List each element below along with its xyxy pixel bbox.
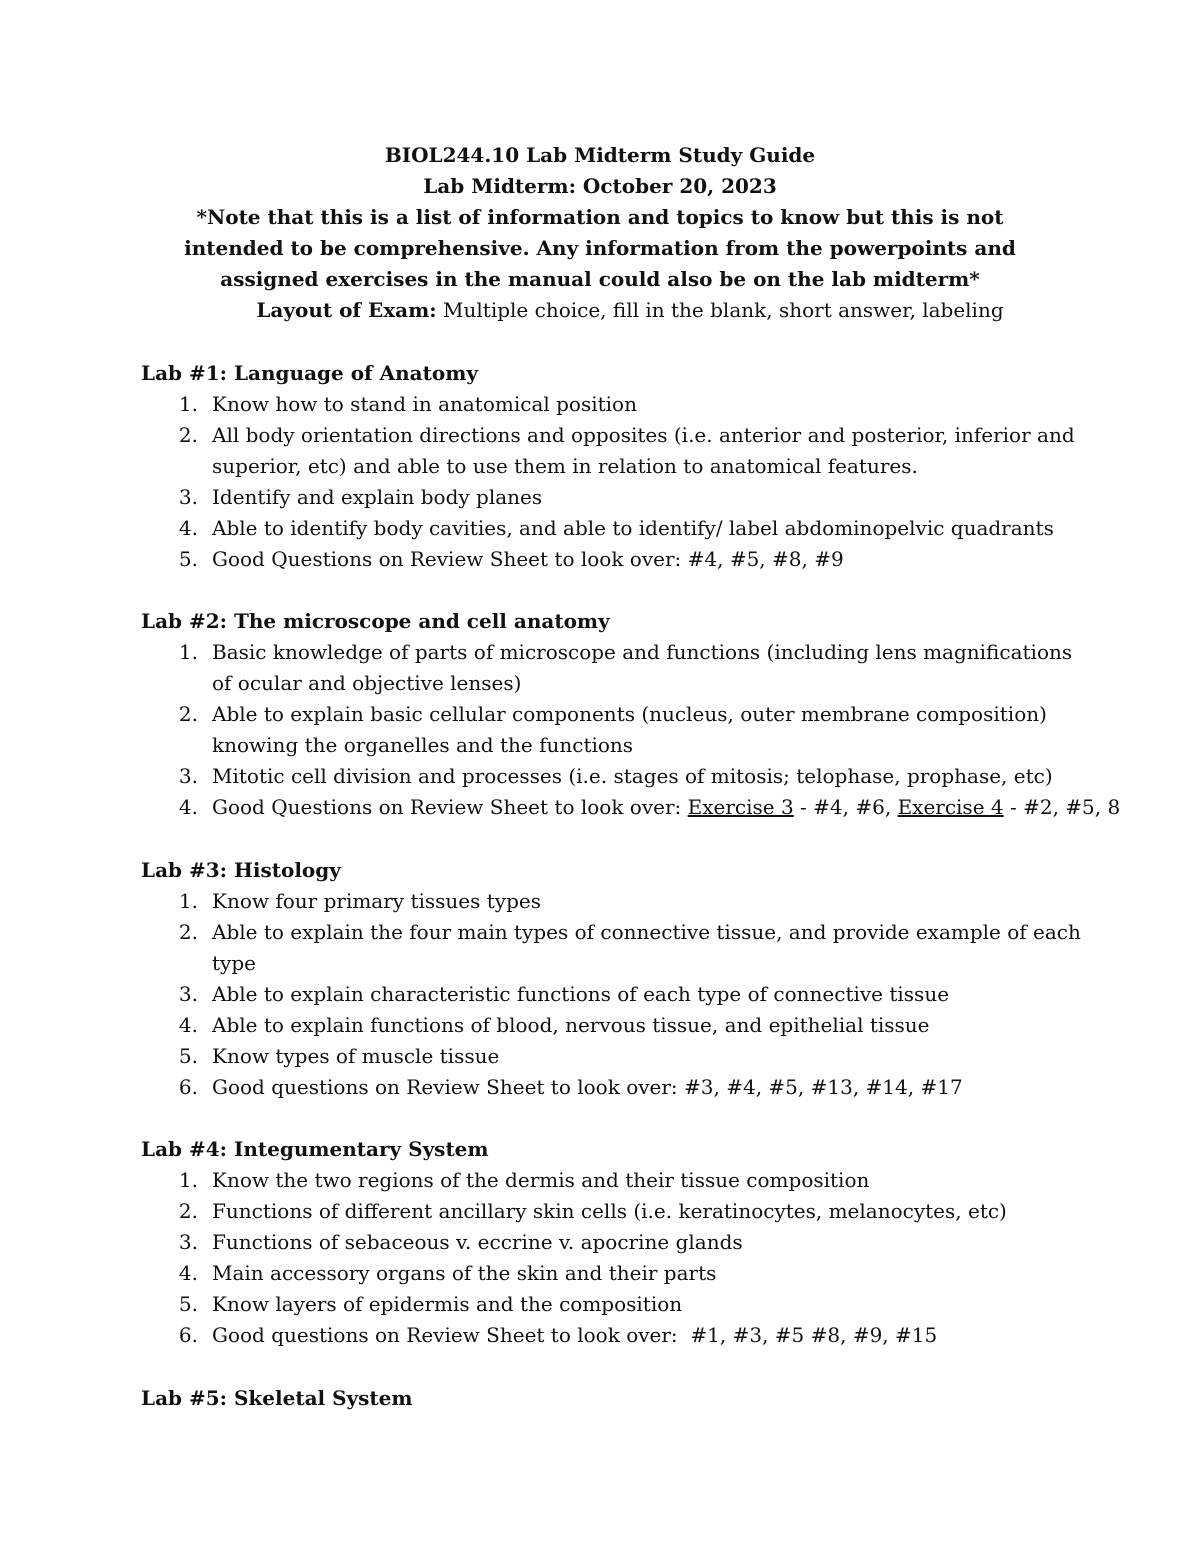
exam-layout-value: Multiple choice, fill in the blank, short answer, labeling [436, 298, 1004, 322]
exam-layout-label: Layout of Exam: [256, 298, 437, 322]
topic-list [141, 389, 1081, 575]
list-item: 4. Able to identify body cavities, and able to identify/ label abdominopelvic quadrants [178, 516, 1054, 540]
exam-date: Lab Midterm: October 20, 2023 [423, 174, 777, 198]
list-item: 5. Know types of muscle tissue [178, 1044, 500, 1068]
topic-list [141, 637, 1121, 823]
list-item: 2. Able to explain the four main types of connective tissue, and provide example of each type [178, 920, 1081, 975]
section-heading: Lab #2: The microscope and cell anatomy [141, 609, 610, 633]
section-lab2 [141, 606, 1121, 823]
list-item: 1. Know the two regions of the dermis and their tissue composition [178, 1168, 870, 1192]
list-item: 4. Able to explain functions of blood, nervous tissue, and epithelial tissue [178, 1013, 930, 1037]
section-lab3 [141, 855, 1081, 1103]
topic-list [141, 886, 1081, 1103]
document-header [0, 140, 1200, 326]
list-item: 1. Basic knowledge of parts of microscope and functions (including lens magnifications of ocular and objective lenses) [178, 640, 1073, 695]
section-lab5 [141, 1383, 1081, 1414]
disclaimer-note: *Note that this is a list of information and topics to know but this is not intended to be comprehensive. Any information from the powerpoints and assigned exercises in the manual could also be on the lab midterm* [184, 205, 1016, 291]
exercise-4-ref: Exercise 4 [897, 795, 1004, 819]
section-heading: Lab #5: Skeletal System [141, 1386, 413, 1410]
list-item: 3. Able to explain characteristic functions of each type of connective tissue [178, 982, 950, 1006]
list-item: 5. Know layers of epidermis and the composition [178, 1292, 683, 1316]
list-item: 2. All body orientation directions and opposites (i.e. anterior and posterior, inferior and superior, etc) and able to use them in relation to anatomical features. [178, 423, 1075, 478]
list-item: 3. Functions of sebaceous v. eccrine v. apocrine glands [178, 1230, 743, 1254]
exam-layout [0, 295, 1200, 326]
list-item: 1. Know how to stand in anatomical position [178, 392, 637, 416]
list-item: 2. Functions of different ancillary skin cells (i.e. keratinocytes, melanocytes, etc) [178, 1199, 1007, 1223]
section-heading: Lab #1: Language of Anatomy [141, 361, 478, 385]
section-lab1 [141, 358, 1081, 575]
list-item: 4. Main accessory organs of the skin and their parts [178, 1261, 717, 1285]
list-item: 4. Good Questions on Review Sheet to look over: Exercise 3 - #4, #6, Exercise 4 - #2, #5, 8 [178, 795, 1121, 819]
exercise-3-ref: Exercise 3 [687, 795, 794, 819]
document-title: BIOL244.10 Lab Midterm Study Guide [384, 143, 816, 167]
list-item: 3. Identify and explain body planes [178, 485, 543, 509]
section-heading: Lab #3: Histology [141, 858, 341, 882]
topic-list [141, 1165, 1081, 1351]
list-item: 2. Able to explain basic cellular components (nucleus, outer membrane composition) knowing the organelles and the functions [178, 702, 1047, 757]
list-item: 6. Good questions on Review Sheet to look over: #3, #4, #5, #13, #14, #17 [178, 1075, 963, 1099]
list-item: 1. Know four primary tissues types [178, 889, 541, 913]
list-item: 6. Good questions on Review Sheet to look over: #1, #3, #5 #8, #9, #15 [178, 1323, 938, 1347]
list-item: 3. Mitotic cell division and processes (i.e. stages of mitosis; telophase, prophase, etc) [178, 764, 1053, 788]
section-heading: Lab #4: Integumentary System [141, 1137, 489, 1161]
section-lab4 [141, 1134, 1081, 1351]
list-item: 5. Good Questions on Review Sheet to look over: #4, #5, #8, #9 [178, 547, 844, 571]
